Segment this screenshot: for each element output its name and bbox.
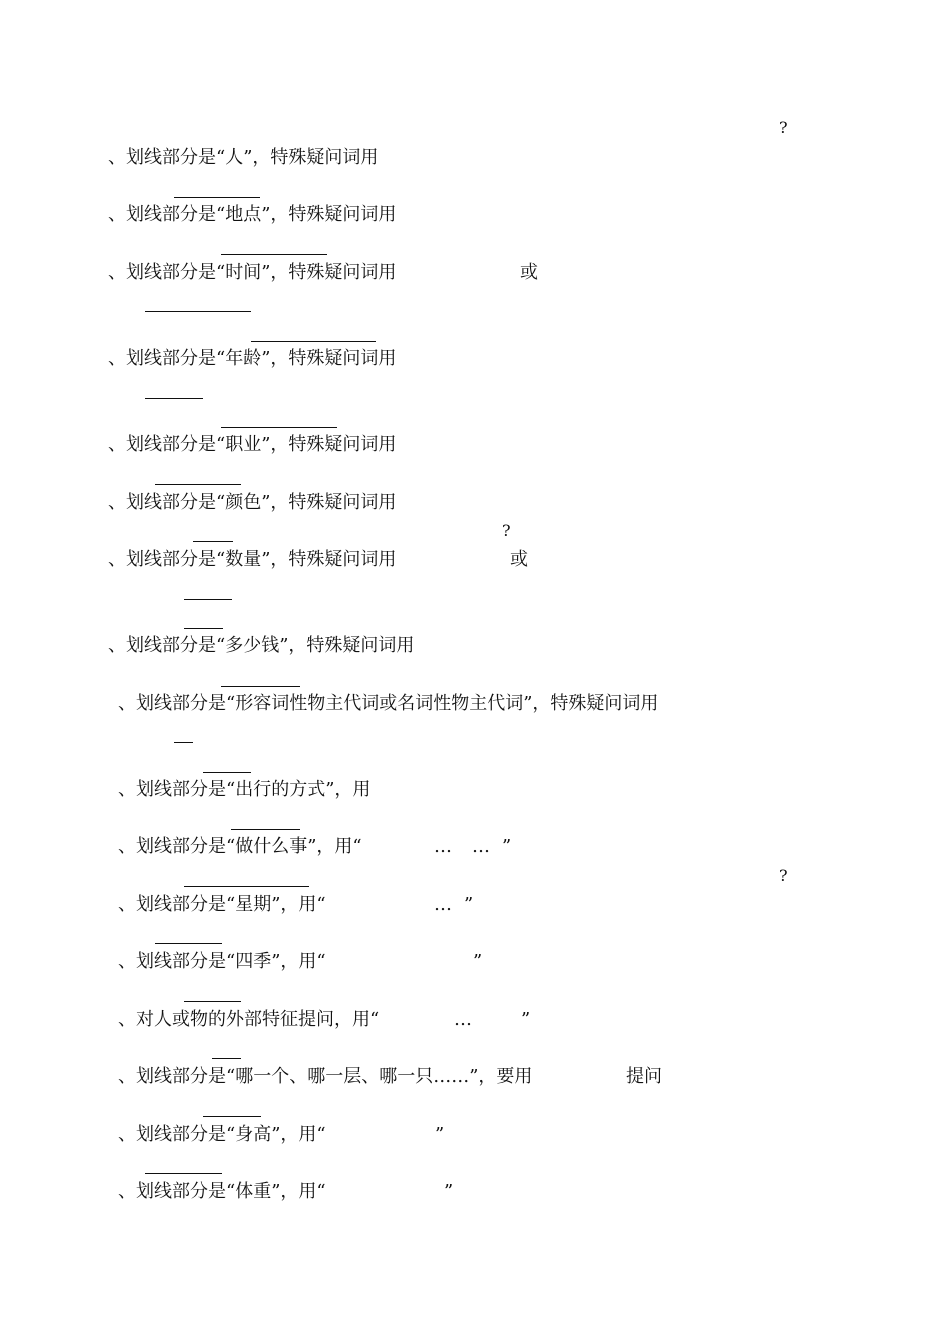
underline [203,772,251,773]
ellipsis: … [472,836,490,857]
close-quote: ” [502,836,512,857]
underline [221,254,327,255]
underline [145,311,251,312]
question-line-17: 、划线部分是“体重”，用“ [118,1181,326,1202]
ask-word: 提问 [626,1066,662,1087]
close-quote: ” [473,951,483,972]
underline [251,341,376,342]
or-word: 或 [520,262,538,283]
question-line-15: 、划线部分是“哪一个、哪一层、哪一只……”，要用 [118,1066,533,1087]
close-quote: ” [521,1009,531,1030]
ellipsis: … [434,836,452,857]
underline [184,599,232,600]
underline [145,1173,222,1174]
question-line-5: 、划线部分是“职业”，特殊疑问词用 [108,434,397,455]
or-word: 或 [510,549,528,570]
underline [155,484,241,485]
underline [231,829,300,830]
question-line-14: 、对人或物的外部特征提问，用“ [118,1009,380,1030]
underline [184,886,309,887]
question-line-1: 、划线部分是“人”，特殊疑问词用 [108,147,379,168]
underline [174,742,193,743]
question-line-7: 、划线部分是“数量”，特殊疑问词用 [108,549,397,570]
ellipsis: … [434,894,452,915]
underline [193,541,233,542]
close-quote: ” [435,1124,445,1145]
underline [221,686,300,687]
question-mark: ? [779,866,788,885]
question-line-4: 、划线部分是“年龄”，特殊疑问词用 [108,348,397,369]
underline [203,1116,261,1117]
question-line-13: 、划线部分是“四季”，用“ [118,951,326,972]
question-mark: ? [779,118,788,137]
underline [145,398,203,399]
question-line-6: 、划线部分是“颜色”，特殊疑问词用 [108,492,397,513]
underline [184,1001,241,1002]
question-line-11: 、划线部分是“做什么事”，用“ [118,836,362,857]
question-line-8: 、划线部分是“多少钱”，特殊疑问词用 [108,635,415,656]
underline [212,1058,241,1059]
question-mark: ? [502,521,511,540]
close-quote: ” [464,894,474,915]
underline [155,943,222,944]
question-line-9: 、划线部分是“形容词性物主代词或名词性物主代词”，特殊疑问词用 [118,693,659,714]
question-line-3: 、划线部分是“时间”，特殊疑问词用 [108,262,397,283]
question-line-2: 、划线部分是“地点”，特殊疑问词用 [108,204,397,225]
ellipsis: … [454,1009,472,1030]
underline [184,628,223,629]
question-line-12: 、划线部分是“星期”，用“ [118,894,326,915]
underline [221,427,337,428]
underline [174,197,260,198]
question-line-16: 、划线部分是“身高”，用“ [118,1124,326,1145]
close-quote: ” [444,1181,454,1202]
question-line-10: 、划线部分是“出行的方式”，用 [118,779,371,800]
